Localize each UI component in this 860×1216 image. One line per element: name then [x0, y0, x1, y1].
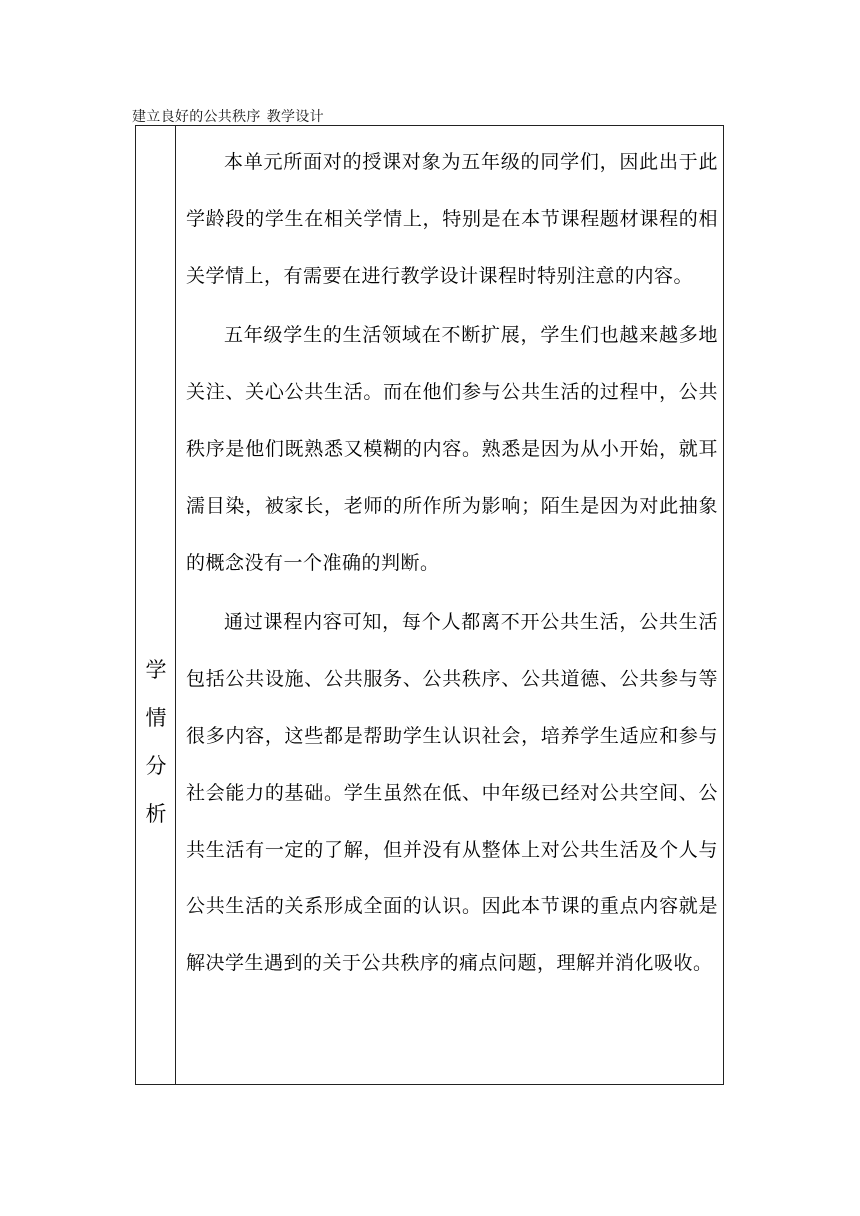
analysis-paragraph: 五年级学生的生活领域在不断扩展，学生们也越来越多地关注、关心公共生活。而在他们参与公共生活的过程中，公共秩序是他们既熟悉又模糊的内容。熟悉是因为从小开始，就耳濡目染，被家长，老师的所作所为影响；陌生是因为对此抽象的概念没有一个准确的判断。	[186, 324, 718, 574]
section-label-char: 学	[145, 658, 167, 682]
page-header	[132, 106, 324, 126]
section-label-char: 分	[145, 754, 167, 778]
document-subtitle: 教学设计	[266, 109, 324, 125]
section-content-cell	[186, 134, 718, 992]
analysis-paragraph: 通过课程内容可知，每个人都离不开公共生活，公共生活包括公共设施、公共服务、公共秩序、公共道德、公共参与等很多内容，这些都是帮助学生认识社会，培养学生适应和参与社会能力的基础。学生虽然在低、中年级已经对公共空间、公共生活有一定的了解，但并没有从整体上对公共生活及个人与公共生活的关系形成全面的认识。因此本节课的重点内容就是解决学生遇到的关于公共秩序的痛点问题，理解并消化吸收。	[186, 611, 718, 975]
section-label-cell	[136, 126, 176, 1084]
section-label-char: 析	[145, 802, 167, 826]
learning-analysis-table	[135, 125, 724, 1085]
analysis-paragraph: 本单元所面对的授课对象为五年级的同学们，因此出于此学龄段的学生在相关学情上，特别是在本节课程题材课程的相关学情上，有需要在进行教学设计课程时特别注意的内容。	[186, 151, 718, 287]
document-title: 建立良好的公共秩序	[132, 109, 261, 125]
section-label	[136, 646, 176, 838]
section-label-char: 情	[145, 706, 167, 730]
